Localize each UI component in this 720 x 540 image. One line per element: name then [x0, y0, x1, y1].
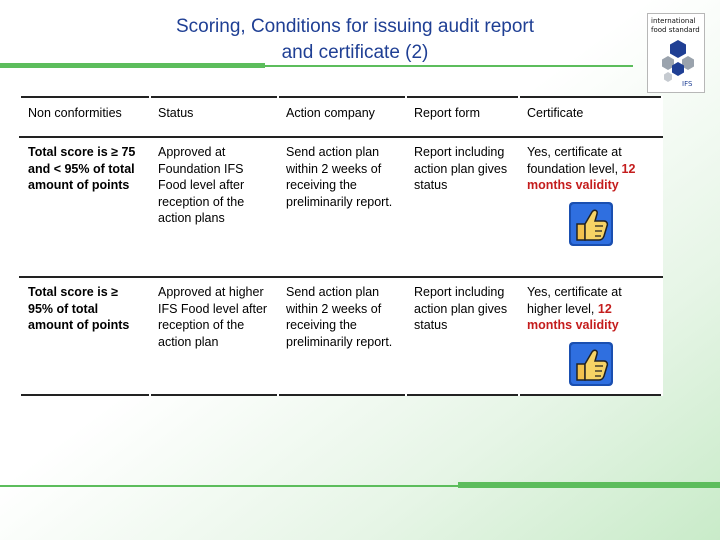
header-status: Status: [150, 97, 278, 137]
logo-text-line-1: international: [651, 17, 696, 25]
slide-title: [100, 14, 610, 66]
cell-action: Send action plan within 2 weeks of receiving the preliminarily report.: [278, 277, 406, 395]
table-row: [20, 137, 662, 277]
thumbs-up-icon: [567, 200, 615, 248]
cell-certificate: [519, 137, 662, 277]
header-nonconformities: Non conformities: [20, 97, 150, 137]
title-rule-thin: [265, 65, 633, 67]
cell-nonconformities: Total score is ≥ 95% of total amount of points: [20, 277, 150, 395]
certificate-text: Yes, certificate at foundation level,: [527, 145, 622, 176]
logo-abbrev: IFS: [682, 80, 693, 88]
title-rule-thick: [0, 63, 265, 68]
cell-report: Report including action plan gives status: [406, 137, 519, 277]
title-line-2: and certificate (2): [281, 42, 429, 63]
header-report-form: Report form: [406, 97, 519, 137]
footer-rule-thin: [0, 485, 458, 487]
table-row: [20, 277, 662, 395]
thumbs-up-icon: [567, 340, 615, 388]
hexagon-logo-icon: [658, 38, 698, 82]
logo-text: [651, 17, 703, 35]
scoring-table: [19, 96, 663, 396]
cell-report: Report including action plan gives status: [406, 277, 519, 395]
certificate-validity: 12 months validity: [527, 301, 619, 333]
ifs-logo: [647, 13, 705, 93]
cell-certificate: [519, 277, 662, 395]
cell-status: Approved at Foundation IFS Food level after reception of the action plans: [150, 137, 278, 277]
certificate-validity: 12 months validity: [527, 161, 636, 193]
table-header-row: [20, 97, 662, 137]
logo-text-line-2: food standard: [651, 26, 700, 34]
header-action-company: Action company: [278, 97, 406, 137]
cell-action: Send action plan within 2 weeks of receiving the preliminarily report.: [278, 137, 406, 277]
cell-nonconformities: Total score is ≥ 75 and < 95% of total amount of points: [20, 137, 150, 277]
footer-rule-thick: [458, 482, 720, 488]
title-line-1: Scoring, Conditions for issuing audit report: [175, 16, 535, 37]
cell-status: Approved at higher IFS Food level after reception of the action plan: [150, 277, 278, 395]
certificate-text: Yes, certificate at higher level,: [527, 285, 622, 316]
header-certificate: Certificate: [519, 97, 662, 137]
